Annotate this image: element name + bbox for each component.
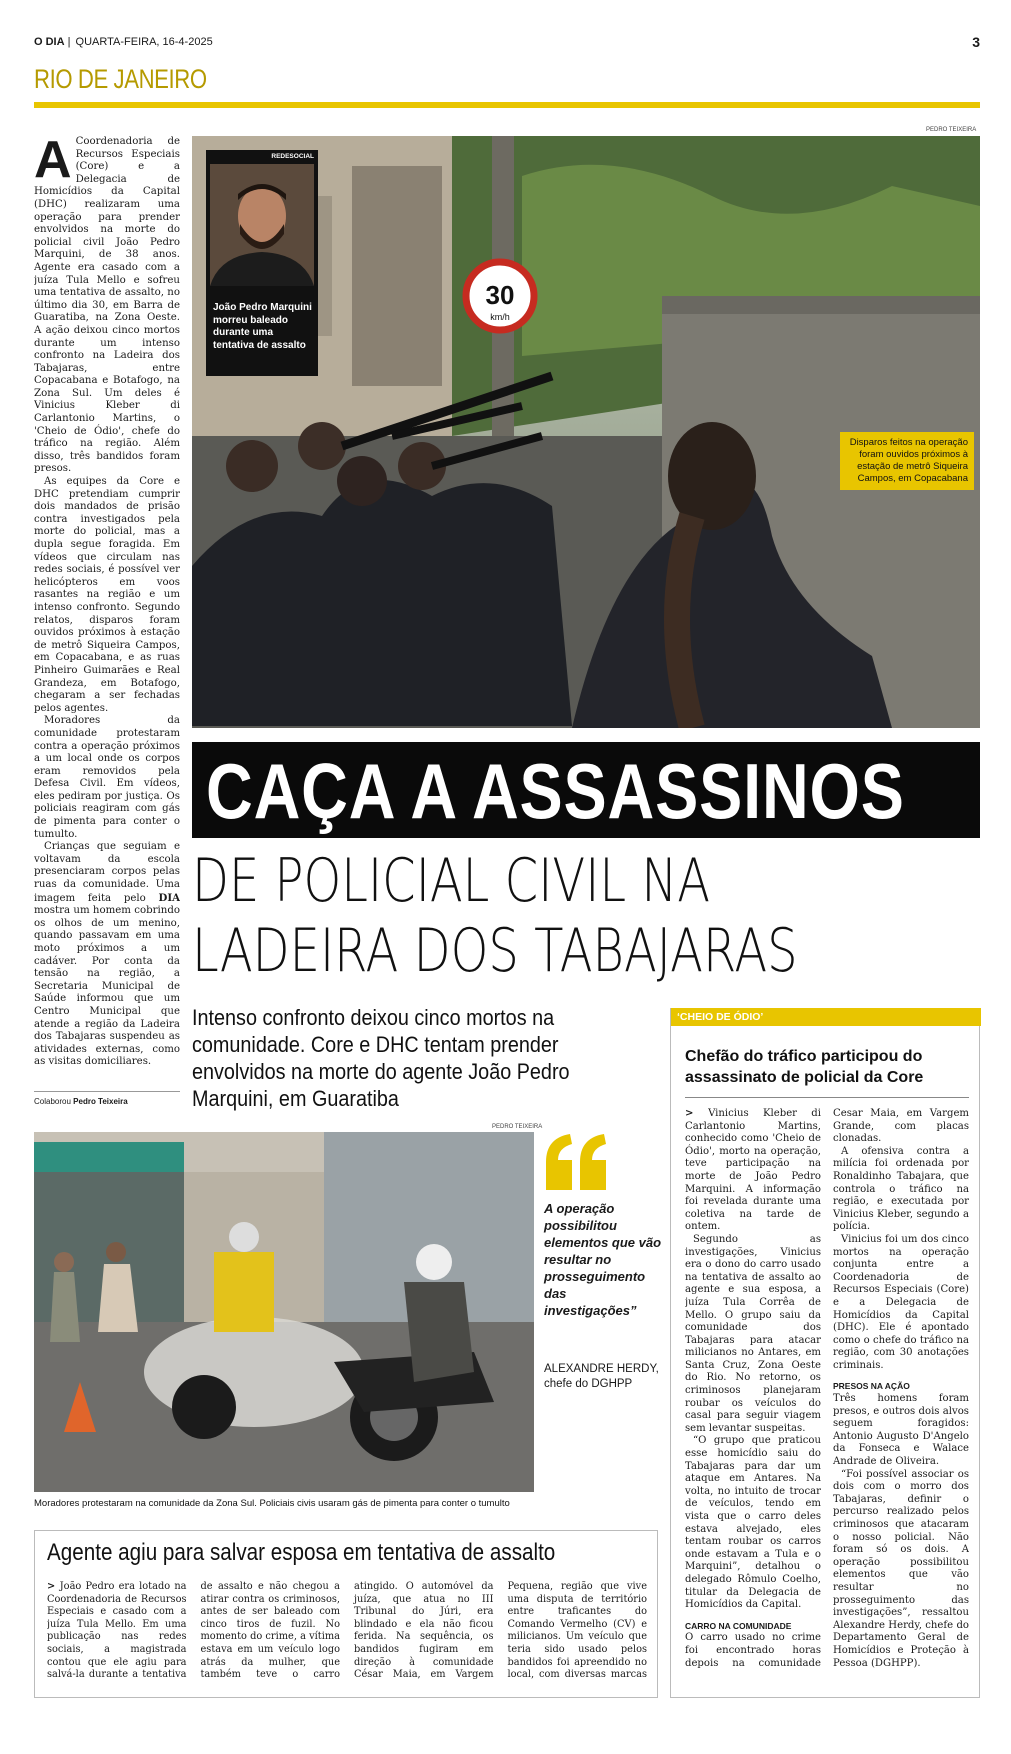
main-photo: [192, 136, 980, 728]
sidebar-paragraph: “Foi possível associar os dois com o morro dos Tabajaras, definir o percurso realizado pelos criminosos que atacaram o nosso policial. Não foram só os dois. A operação possibilitou elementos que vão resultar no prosseguimento das investigações”, ressaltou Alexandre Herdy, chefe do Departamento Geral de Homicídios e Proteção à Pessoa (DGHPP).: [833, 1468, 969, 1669]
protest-photo: [34, 1132, 534, 1492]
photo-note-box: Disparos feitos na operação foram ouvidos próximos à estação de metrô Siqueira Campos, em Copacabana: [840, 432, 974, 490]
related-story-box: [34, 1530, 658, 1698]
sidebar-paragraph: O carro usado no crime foi encontrado horas depois na comunidade Cesar Maia, em Vargem Grande, com placas clonadas.: [685, 1108, 969, 1669]
victim-inset: [206, 150, 318, 376]
sidebar-subhead: CARRO NA COMUNIDADE: [685, 1620, 792, 1631]
sidebar-paragraph: “O grupo que praticou esse homicídio saiu do Tabajaras para dar um ataque em Antares. Na volta, no intuito de trocar de veículos, tendo em vista que o carro deles estava alvejado, eles tentam roubar os carros onde estavam a Tula e o Marquini”, detalhou o delegado Rômulo Coelho, titular da Delegacia de Homicídios da Capital.: [685, 1435, 821, 1611]
issue-date: QUARTA-FEIRA, 16-4-2025: [75, 36, 213, 48]
portrait-illustration: [210, 164, 314, 286]
sidebar-divider: [685, 1097, 969, 1098]
drop-cap: A: [34, 136, 72, 189]
pull-quote: A operação possibilitou elementos que vão resultar no prosseguimento das investigações”: [544, 1201, 662, 1318]
speed-sign-number: 30: [485, 280, 515, 310]
photo2-caption: Moradores protestaram na comunidade da Zona Sul. Policiais civis usaram gás de pimenta para conter o tumulto: [34, 1498, 510, 1509]
sidebar-paragraph: > Vinicius Kleber di Carlantonio Martins, conhecido como 'Cheio de Ódio', morto na operação, teve participação na morte de João Pedro Marquini. A informação foi revelada durante uma coletiva na tarde de ontem.: [685, 1108, 821, 1233]
quote-author: [544, 1362, 668, 1392]
related-story-title: Agente agiu para salvar esposa em tentativa de assalto: [47, 1539, 556, 1566]
section-title: RIO DE JANEIRO: [34, 64, 207, 94]
collaborator-credit: Colaborou Pedro Teixeira: [34, 1097, 128, 1106]
sidebar-tag: ‘CHEIO DE ÓDIO’: [671, 1008, 981, 1026]
deck-text: Intenso confronto deixou cinco mortos na comunidade. Core e DHC tentam prender envolvidos na morte do agente João Pedro Marquini, em Guaratiba: [192, 1005, 570, 1111]
lead-paragraph-3: Moradores da comunidade protestaram contra a operação próximos a um local onde os corpos eram removidos pela Defesa Civil. Em vídeos, eles pediram por justiça. Os policiais reagiram com gás de pimenta para conter o tumulto.: [34, 715, 180, 840]
lead-paragraph-4: Crianças que seguiam e voltavam da escola presenciaram corpos pelas ruas da comunidade. Uma imagem feita pelo DIA mostra um homem cobrindo os olhos de um menino, quando passavam em uma moto próximos a um cadáver. Por conta da tensão na região, a Secretaria Municipal de Saúde informou que um Centro Municipal que atende a região da Ladeira dos Tabajaras suspendeu as atividades externas, como as visitas domiciliares.: [34, 841, 180, 1068]
main-photo-credit: PEDRO TEIXEIRA: [926, 127, 977, 133]
sidebar-story: [670, 1008, 980, 1698]
sidebar-paragraph: Vinicius foi um dos cinco mortos na operação conjunta entre a Coordenadoria de Recursos Especiais (Core) e a Delegacia de Homicídios da Capital (DHC). Ele é apontado como o chefe do tráfico na região, com 30 anotações criminais.: [833, 1233, 969, 1371]
quote-author-role: chefe do DGHPP: [544, 1378, 633, 1390]
related-story-text: > João Pedro era lotado na Coordenadoria de Recursos Especiais e casado com a juíza Tula Mello. Em uma publicação nas redes sociais, a magistrada contou que ele agiu para salvá-la durante a tentativa de assalto e não chegou a atirar contra os criminosos, antes de ser baleado com cinco tiros de fuzil. No momento do crime, a vítima estava em um veículo logo atrás da mulher, que também teve o carro atingido. O automóvel da juíza, que atua no III Tribunal do Júri, era blindado e ela não ficou ferida. Na sequência, os bandidos fugiram em direção à comunidade César Maia, em Vargem Pequena, região que vive uma disputa de território entre traficantes do Comando Vermelho (CV) e milicianos. Um veículo que teria sido usado pelos bandidos foi apreendido no local, com diversas marcas: [47, 1581, 647, 1681]
page-header: O DIA | QUARTA-FEIRA, 16-4-2025 3: [34, 34, 980, 50]
sidebar-paragraph: A ofensiva contra a milícia foi ordenada por Ronaldinho Tabajara, que controla o tráfico na região, e executada por Vinicius Kleber, segundo a polícia.: [833, 1145, 969, 1233]
subheadline-line-1: DE POLICIAL CIVIL NA: [192, 846, 711, 916]
lead-article: [34, 136, 180, 1086]
sidebar-subhead: PRESOS NA AÇÃO: [833, 1381, 910, 1392]
protest-illustration: [34, 1132, 534, 1492]
quote-author-name: ALEXANDRE HERDY,: [544, 1363, 659, 1375]
lead-paragraph-1: A Coordenadoria de Recursos Especiais (Core) e a Delegacia de Homicídios da Capital (DHC) realizaram uma operação para prender envolvidos na morte do policial civil João Pedro Marquini, de 38 anos. Agente era casado com a juíza Tula Mello e sofreu uma tentativa de assalto, no último dia 30, em Barra de Guaratiba, na Zona Oeste. A ação deixou cinco mortos durante um intenso confronto na Ladeira dos Tabajaras, entre Copacabana e Botafogo, na Zona Sul. Um deles é Vinicius Kleber di Carlantonio Martins, o 'Cheio de Ódio', chefe do tráfico na região. Além disso, três bandidos foram presos.: [34, 136, 180, 475]
sidebar-paragraph: Três homens foram presos, e outros dois alvos seguem foragidos: Antonio Augusto D'Angelo da Fonseca e Walace Andrade de Oliveira.: [833, 1393, 969, 1468]
photo2-credit: PEDRO TEIXEIRA: [492, 1124, 543, 1130]
sidebar-title: Chefão do tráfico participou do assassinato de policial da Core: [685, 1048, 924, 1086]
quote-icon: [544, 1132, 610, 1192]
newspaper-name: O DIA: [34, 36, 65, 48]
subheadline: [192, 846, 832, 986]
sidebar-text: [685, 1108, 969, 1690]
headline-bar: [192, 742, 980, 838]
sidebar-paragraph: Segundo as investigações, Vinicius era o dono do carro usado na tentativa de assalto ao agente e sua esposa, a juíza Tula Corrêa de Mello. O grupo saiu da comunidade dos Tabajaras para atacar milicianos no Antares, em Santa Cruz, Zona Oeste do Rio. No retorno, os criminosos planejaram roubar os veículos do casal para seguir viagem sem levantar suspeitas.: [685, 1233, 821, 1434]
divider: [34, 1091, 180, 1092]
inset-source-tag: REDESOCIAL: [271, 153, 314, 160]
subheadline-line-2: LADEIRA DOS TABAJARAS: [192, 916, 798, 986]
lead-paragraph-2: As equipes da Core e DHC pretendiam cumprir dois mandados de prisão contra investigados pela morte do policial, mas a dupla segue foragida. Em vídeos que circulam nas redes sociais, é possível ver helicópteros em voos rasantes na região e um intenso confronto. Segundo relatos, disparos foram ouvidos próximos à estação de metrô Siqueira Campos, em Copacabana, e as ruas Pinheiro Guimarães e Real Grandeza, em Botafogo, chegaram a ser fechadas pelos agentes.: [34, 476, 180, 714]
inset-caption: João Pedro Marquini morreu baleado durante uma tentativa de assalto: [213, 302, 312, 351]
speed-sign-unit: km/h: [490, 312, 510, 322]
headline: CAÇA A ASSASSINOS: [206, 747, 905, 835]
victim-portrait: [210, 164, 314, 286]
section-rule: [34, 102, 980, 108]
page-number: 3: [972, 34, 980, 50]
